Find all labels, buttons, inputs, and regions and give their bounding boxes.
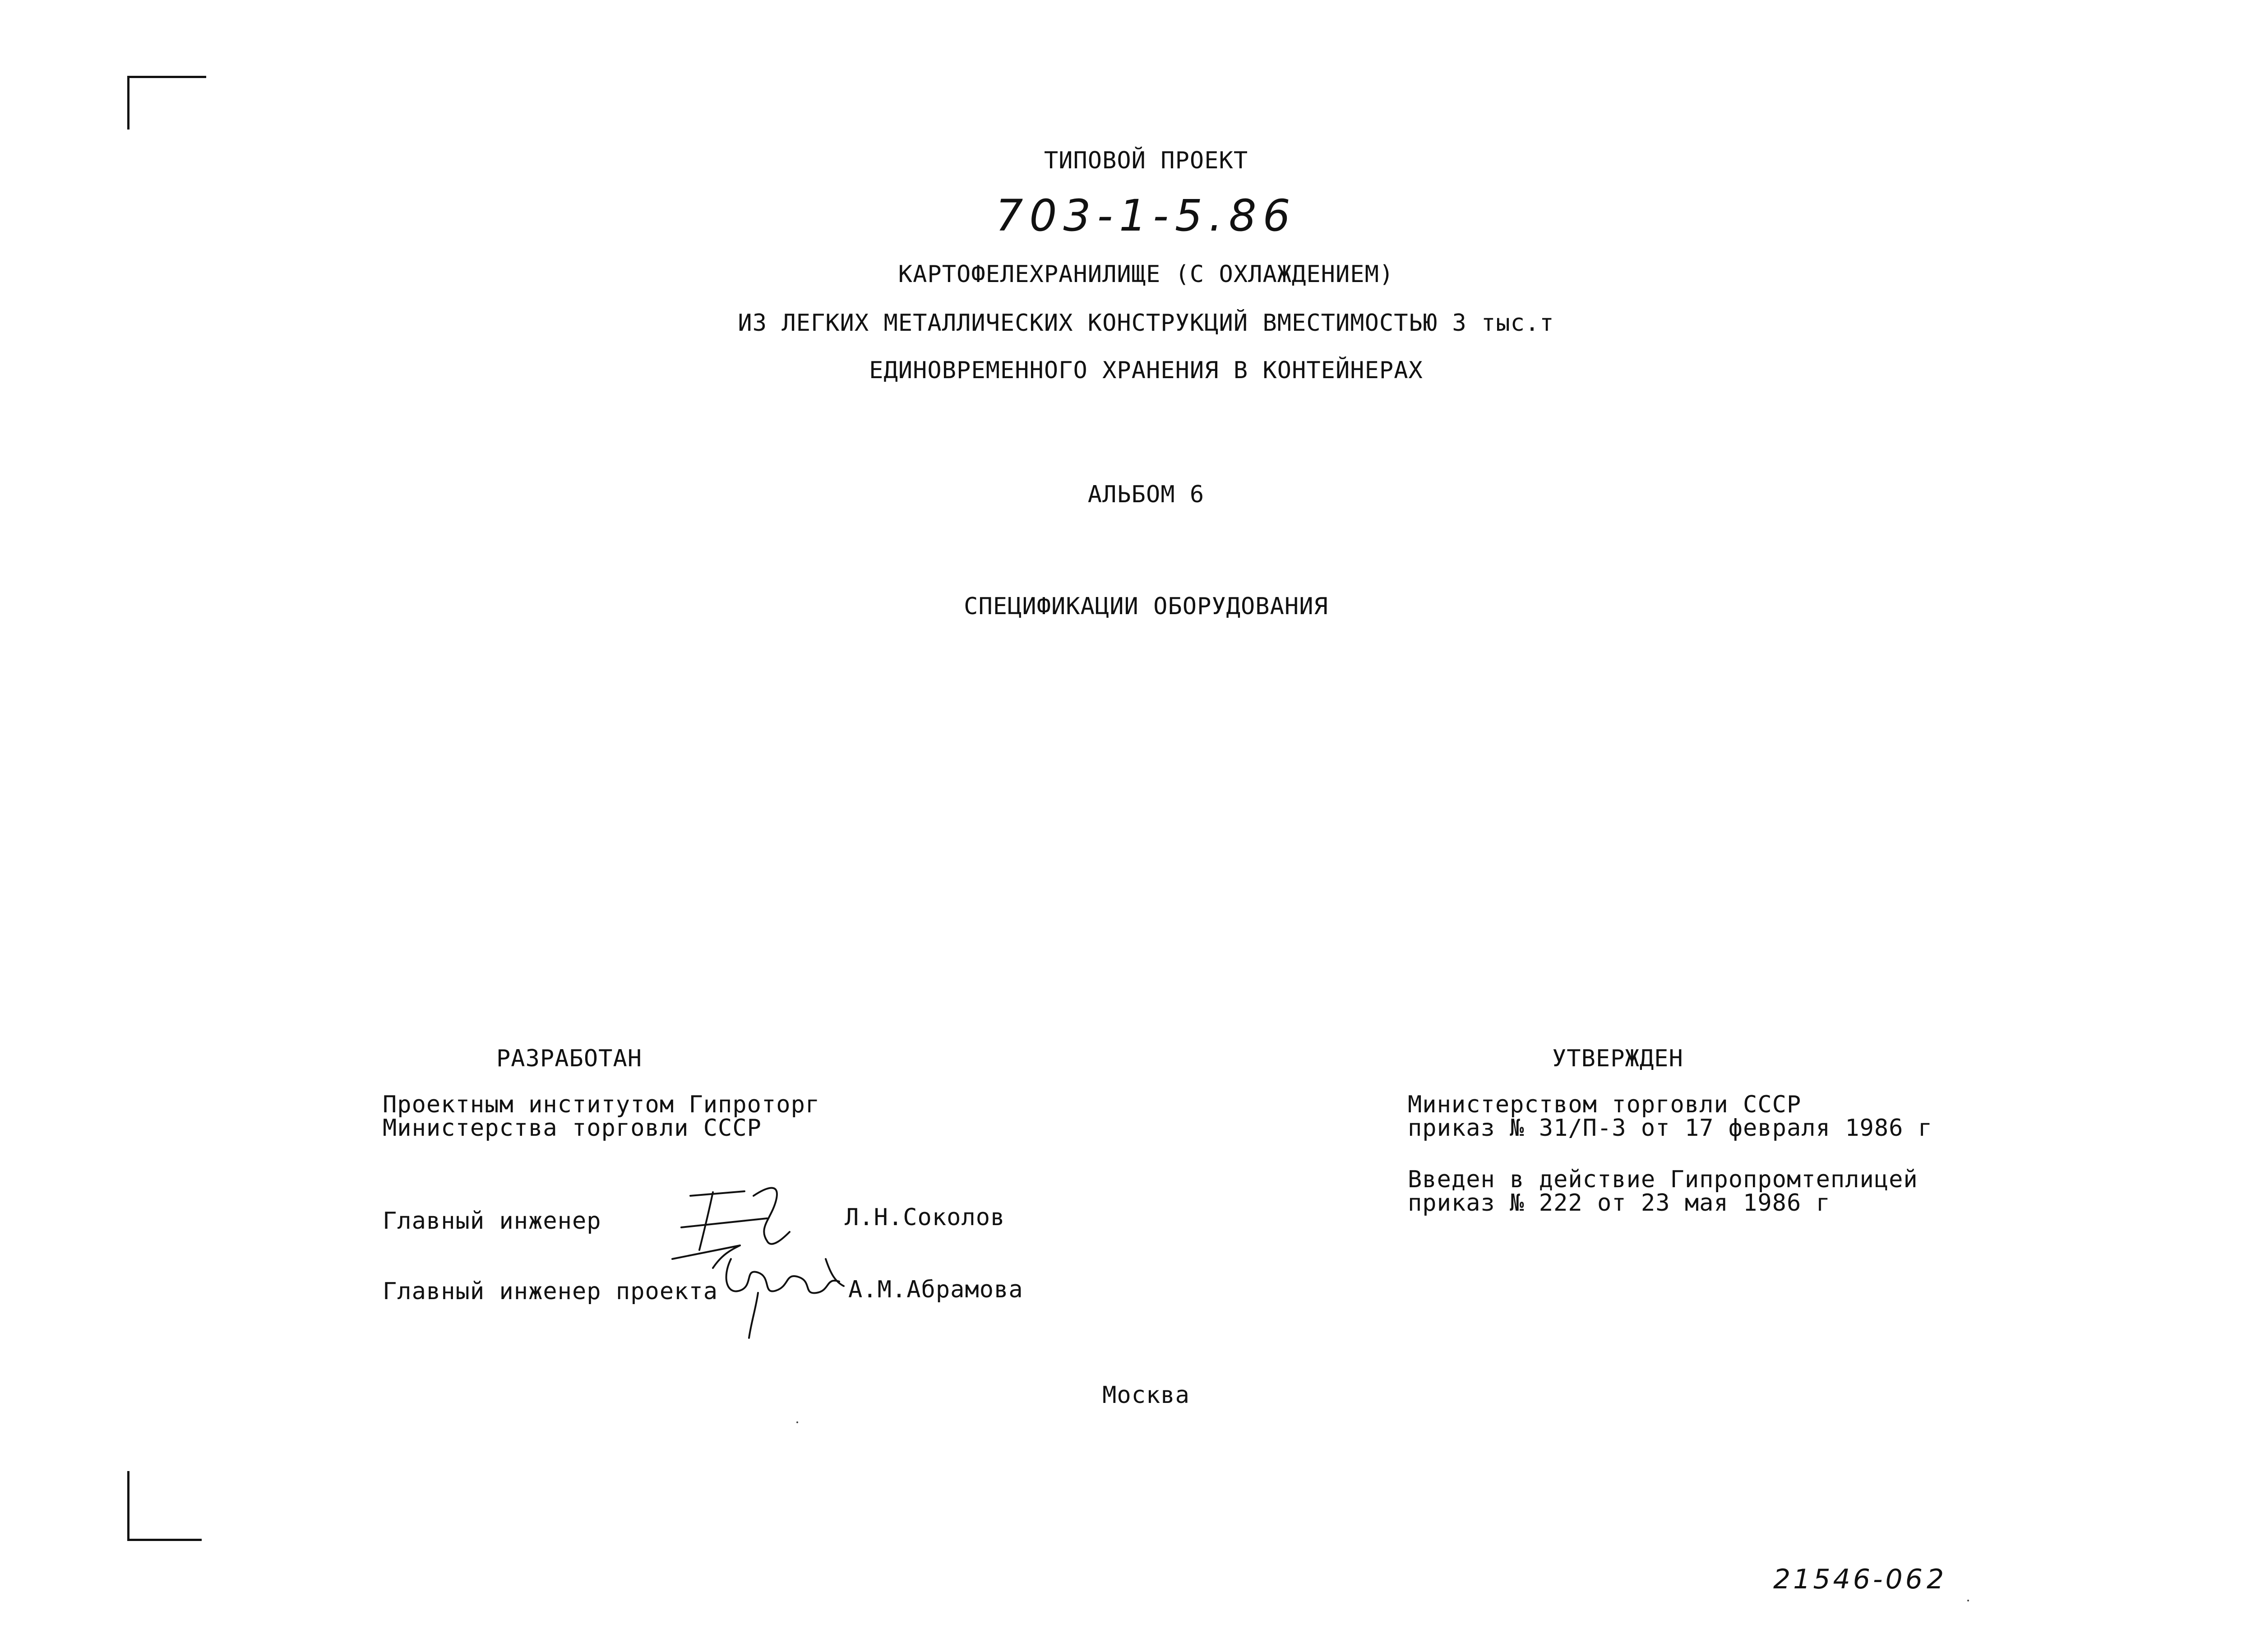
corner-mark-top: [127, 76, 206, 130]
project-engineer-label: Главный инженер проекта: [383, 1278, 718, 1305]
sheet-number: 2: [1927, 1564, 1947, 1595]
archive-number: 21546-06: [1773, 1564, 1925, 1595]
approved-line-3: Введен в действие Гипропромтеплицей: [1408, 1166, 1918, 1193]
title-line-1: КАРТОФЕЛЕХРАНИЛИЩЕ (С ОХЛАЖДЕНИЕМ): [898, 261, 1394, 288]
developed-heading: РАЗРАБОТАН: [496, 1045, 643, 1072]
approved-line-4: приказ № 222 от 23 мая 1986 г: [1408, 1189, 1831, 1217]
developed-org-line-2: Министерства торговли СССР: [383, 1115, 762, 1142]
approved-line-2: приказ № 31/П-3 от 17 февраля 1986 г: [1408, 1115, 1933, 1142]
scan-speck: [1967, 1600, 1969, 1601]
album-label: АЛЬБОМ 6: [1087, 481, 1205, 508]
album-subject: СПЕЦИФИКАЦИИ ОБОРУДОВАНИЯ: [964, 593, 1328, 620]
title-line-3: ЕДИНОВРЕМЕННОГО ХРАНЕНИЯ В КОНТЕЙНЕРАХ: [869, 357, 1423, 384]
approved-heading: УТВЕРЖДЕН: [1552, 1045, 1683, 1072]
project-engineer-name: А.М.Абрамова: [848, 1276, 1023, 1303]
signature-project-engineer: [717, 1250, 853, 1340]
project-type-label: ТИПОВОЙ ПРОЕКТ: [1044, 147, 1248, 174]
scan-speck: [796, 1421, 798, 1423]
developed-org-line-1: Проектным институтом Гипроторг: [383, 1091, 820, 1118]
approved-line-1: Министерством торговли СССР: [1408, 1091, 1802, 1118]
title-line-2: ИЗ ЛЕГКИХ МЕТАЛЛИЧЕСКИХ КОНСТРУКЦИЙ ВМЕСТИМОСТЬЮ 3 тыс.т: [738, 310, 1554, 337]
project-number: 703-1-5.86: [995, 190, 1297, 241]
corner-mark-bottom: [127, 1471, 202, 1541]
chief-engineer-name: Л.Н.Соколов: [845, 1204, 1005, 1231]
chief-engineer-label: Главный инженер: [383, 1208, 601, 1235]
city: Москва: [1102, 1382, 1190, 1409]
